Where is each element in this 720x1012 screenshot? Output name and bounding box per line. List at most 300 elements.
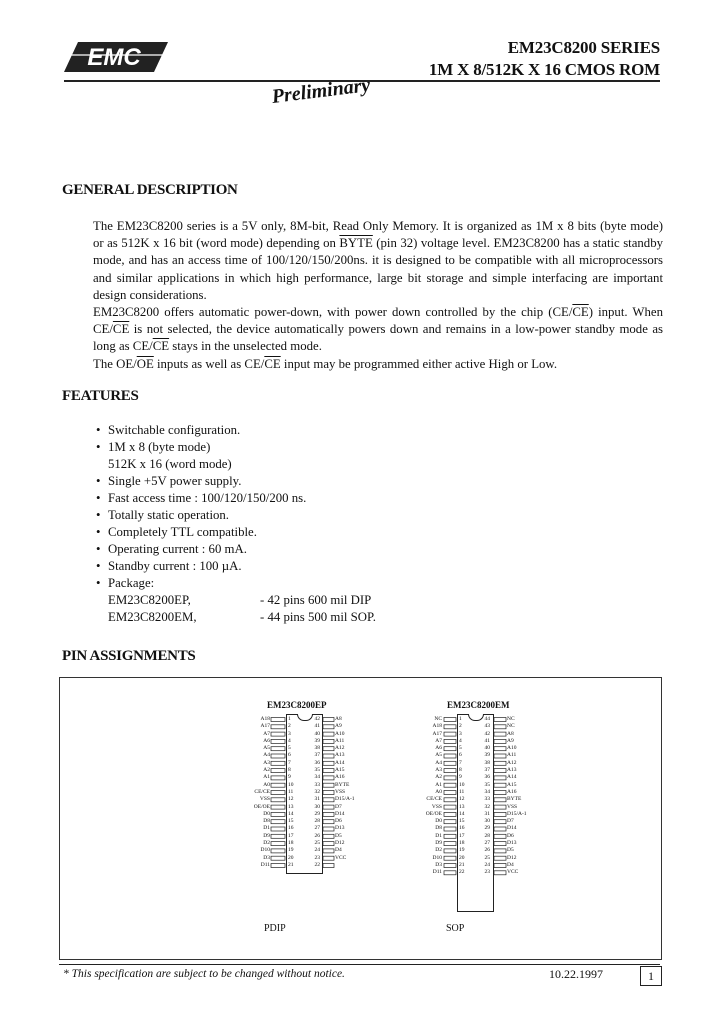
pin-label: BYTE — [507, 796, 522, 803]
pin-label: 29 — [314, 810, 320, 817]
pin-label: 11 — [459, 788, 465, 795]
pin-label: 27 — [484, 840, 490, 847]
general-paragraph-3: The $OE/\overline{OE}$ inputs as well as $CE/\overline{CE}$ input may be programmed either active High or Low. — [93, 356, 558, 371]
footer-note: * This specification are subject to be changed without notice. — [63, 968, 345, 980]
pin-label: D7 — [335, 803, 342, 810]
pin-lead — [444, 871, 456, 875]
pin-label: D15/A-1 — [507, 810, 527, 817]
pin-label: A13 — [335, 752, 345, 759]
list-item: • Package: — [96, 576, 155, 590]
pin-label: 6 — [459, 752, 462, 759]
pin-lead — [494, 754, 506, 758]
pin-label: A12 — [335, 745, 345, 752]
general-description — [93, 218, 663, 373]
pin-label: A11 — [507, 752, 517, 759]
pin-label: 17 — [288, 832, 294, 839]
pin-label: 25 — [484, 854, 490, 861]
pin-label: 33 — [314, 781, 320, 788]
pin-lead — [494, 856, 506, 860]
pin-label: 7 — [459, 759, 462, 766]
pin-label: A8 — [335, 716, 342, 722]
pin-lead — [494, 783, 506, 787]
pin-label: A10 — [507, 745, 517, 752]
page-number: 1 — [640, 966, 662, 986]
pin-label: 12 — [288, 796, 294, 803]
pin-lead — [271, 791, 285, 795]
pin-lead — [271, 842, 285, 846]
pin-label: 26 — [314, 832, 320, 839]
pin-label: 41 — [314, 723, 320, 730]
pin-label: A1 — [263, 774, 270, 781]
pin-label: 38 — [314, 745, 320, 752]
sop-right-leads — [493, 716, 507, 881]
pin-label: D8 — [435, 825, 442, 832]
pin-label: D3 — [435, 861, 442, 868]
pin-label: A4 — [263, 752, 270, 759]
pin-lead — [323, 776, 334, 780]
pin-label: 39 — [314, 737, 320, 744]
pin-lead — [494, 834, 506, 838]
pin-label: D6 — [507, 832, 514, 839]
pin-lead — [323, 769, 334, 773]
pin-lead — [444, 798, 456, 802]
pin-label: 4 — [459, 737, 462, 744]
pin-label: 2 — [459, 723, 462, 730]
pin-label: 43 — [484, 723, 490, 730]
pin-label: VSS — [335, 788, 346, 795]
pdip-right-names — [335, 716, 381, 869]
pin-label: D10 — [260, 847, 270, 854]
pdip-label: EM23C8200EP — [267, 700, 327, 710]
pin-label: 8 — [459, 767, 462, 774]
preliminary-stamp: Preliminary — [270, 74, 372, 108]
pin-label: 23 — [314, 854, 320, 861]
pin-label: 2 — [288, 723, 291, 730]
pin-label: 10 — [459, 781, 465, 788]
pin-lead — [444, 805, 456, 809]
pin-lead — [323, 827, 334, 831]
pin-label: D3 — [263, 854, 270, 861]
pin-label: 5 — [459, 745, 462, 752]
pin-lead — [444, 739, 456, 743]
pin-lead — [323, 805, 334, 809]
pin-label: 18 — [459, 840, 465, 847]
pin-lead — [271, 834, 285, 838]
pin-lead — [444, 812, 456, 816]
pin-lead — [444, 849, 456, 853]
pin-label: 41 — [484, 737, 490, 744]
pin-label: A14 — [507, 774, 517, 781]
pin-label: A9 — [335, 723, 342, 730]
sop-left-leads — [443, 716, 457, 881]
pin-label: D10 — [432, 854, 442, 861]
pin-lead — [494, 769, 506, 773]
pin-lead — [271, 732, 285, 736]
pin-lead — [323, 718, 334, 722]
pin-label — [335, 862, 381, 869]
pin-label: A7 — [435, 737, 442, 744]
pin-label: 39 — [484, 752, 490, 759]
pin-label: 16 — [288, 825, 294, 832]
pin-label: A1 — [435, 781, 442, 788]
pin-label: 13 — [459, 803, 465, 810]
footer-date: 10.22.1997 — [549, 967, 603, 981]
features-heading: FEATURES — [62, 388, 139, 404]
pin-lead — [323, 864, 334, 868]
pin-label: 6 — [288, 752, 291, 759]
pin-lead — [444, 718, 456, 722]
pin-lead — [323, 791, 334, 795]
pin-label: A17 — [432, 730, 442, 737]
pin-label: D11 — [260, 861, 270, 868]
pin-label: A13 — [507, 767, 517, 774]
pin-lead — [271, 798, 285, 802]
pin-label: NC — [507, 723, 515, 730]
pin-label: 21 — [288, 861, 294, 868]
pin-lead — [444, 842, 456, 846]
pin-label: D14 — [335, 810, 345, 817]
list-item: • 1M x 8 (byte mode) — [96, 440, 211, 454]
pin-label: 38 — [484, 759, 490, 766]
pin-lead — [444, 754, 456, 758]
list-item: • Single +5V power supply. — [96, 474, 242, 488]
pin-label: 12 — [459, 796, 465, 803]
pin-label: CE/CE — [254, 788, 270, 795]
pin-label: D6 — [335, 818, 342, 825]
pin-label: 33 — [484, 796, 490, 803]
pin-lead — [494, 849, 506, 853]
pin-label: D12 — [507, 854, 517, 861]
pin-label: D13 — [507, 840, 517, 847]
pin-label: 7 — [288, 759, 291, 766]
pin-label: A6 — [263, 737, 270, 744]
pin-lead — [271, 776, 285, 780]
pin-lead — [494, 805, 506, 809]
pin-label: 22 — [459, 869, 465, 876]
pin-lead — [323, 747, 334, 751]
pin-assignments-box — [59, 677, 662, 960]
pin-lead — [444, 791, 456, 795]
pin-label: 3 — [459, 730, 462, 737]
pin-label: A15 — [335, 767, 345, 774]
pin-label: BYTE — [335, 781, 350, 788]
pin-label: 20 — [459, 854, 465, 861]
pin-label: 15 — [459, 818, 465, 825]
pin-label: 3 — [288, 730, 291, 737]
pin-label: D5 — [335, 832, 342, 839]
pdip-left-names — [230, 716, 270, 869]
pin-label: D13 — [335, 825, 345, 832]
pin-label: 28 — [484, 832, 490, 839]
pin-lead — [444, 856, 456, 860]
pin-label: A3 — [435, 767, 442, 774]
pdip-right-leads — [322, 716, 335, 872]
pin-label: NC — [434, 716, 442, 722]
pin-label: D0 — [435, 818, 442, 825]
pin-lead — [494, 820, 506, 824]
pin-label: A16 — [335, 774, 345, 781]
pin-label: 10 — [288, 781, 294, 788]
pin-lead — [494, 732, 506, 736]
pdip-caption: PDIP — [264, 923, 286, 934]
emc-logo — [64, 40, 168, 74]
pin-label: 31 — [314, 796, 320, 803]
pin-label: 1 — [288, 716, 291, 722]
sop-right-nums — [480, 716, 490, 877]
pin-lead — [444, 761, 456, 765]
list-item: 512K x 16 (word mode) — [108, 457, 232, 471]
pin-lead — [494, 791, 506, 795]
package-em: EM23C8200EM, - 44 pins 500 mil SOP. — [108, 610, 376, 624]
pin-label: D14 — [507, 825, 517, 832]
pin-label: A18 — [432, 723, 442, 730]
pin-label: 37 — [484, 767, 490, 774]
pin-lead — [494, 776, 506, 780]
sop-label: EM23C8200EM — [447, 700, 510, 710]
pin-lead — [271, 812, 285, 816]
pin-label: 24 — [314, 847, 320, 854]
pin-label: NC — [507, 716, 515, 722]
pin-lead — [271, 718, 285, 722]
pin-label: 20 — [288, 854, 294, 861]
list-item: • Standby current : 100 µA. — [96, 559, 242, 573]
pin-label: 17 — [459, 832, 465, 839]
pin-label: A10 — [335, 730, 345, 737]
pin-label: VSS — [259, 796, 270, 803]
pin-label: A5 — [435, 752, 442, 759]
pin-lead — [494, 798, 506, 802]
pin-lead — [494, 827, 506, 831]
pin-label: A5 — [263, 745, 270, 752]
pin-label: A9 — [507, 737, 514, 744]
pin-lead — [271, 754, 285, 758]
pin-label: D2 — [435, 847, 442, 854]
pin-lead — [271, 725, 285, 729]
pin-lead — [323, 820, 334, 824]
pin-lead — [444, 732, 456, 736]
list-item: • Fast access time : 100/120/150/200 ns. — [96, 491, 307, 505]
pin-assignments-heading: PIN ASSIGNMENTS — [62, 648, 196, 664]
pin-label: D9 — [263, 832, 270, 839]
pin-label: A2 — [263, 767, 270, 774]
pdip-right-nums — [310, 716, 320, 869]
general-heading: GENERAL DESCRIPTION — [62, 182, 238, 198]
general-paragraph-2: EM23C8200 offers automatic power-down, with power down controlled by the chip $(CE/\overline{CE})$ input. When $CE/\overline{CE}$ is not selected, the device automatically powers down and remains in a low-power standby mode as long as $CE/\overline{CE}$ stays in the unselected mode. — [93, 305, 663, 354]
pin-label: 22 — [314, 861, 320, 868]
pin-label: D15/A-1 — [335, 796, 355, 803]
pin-label: 30 — [314, 803, 320, 810]
pin-label: 44 — [484, 716, 490, 722]
pin-lead — [494, 864, 506, 868]
pin-label: A4 — [435, 759, 442, 766]
pin-label: 31 — [484, 810, 490, 817]
pin-lead — [323, 725, 334, 729]
pin-lead — [323, 739, 334, 743]
pin-lead — [323, 834, 334, 838]
pin-lead — [494, 871, 506, 875]
pin-lead — [444, 725, 456, 729]
pin-label: 35 — [314, 767, 320, 774]
pin-label: A12 — [507, 759, 517, 766]
pin-label: VCC — [335, 854, 347, 861]
pin-lead — [494, 761, 506, 765]
pin-lead — [323, 842, 334, 846]
pin-lead — [323, 732, 334, 736]
pin-label: A0 — [263, 781, 270, 788]
pdip-left-nums — [288, 716, 300, 869]
list-item: • Switchable configuration. — [96, 423, 241, 437]
doc-subtitle: 1M X 8/512K X 16 CMOS ROM — [428, 60, 660, 79]
pin-label: A7 — [263, 730, 270, 737]
pin-label: 32 — [314, 788, 320, 795]
pin-lead — [271, 747, 285, 751]
pin-label: 18 — [288, 840, 294, 847]
pin-lead — [494, 739, 506, 743]
pin-label: D5 — [507, 847, 514, 854]
pin-label: 5 — [288, 745, 291, 752]
pin-label: 34 — [484, 788, 490, 795]
pin-lead — [323, 761, 334, 765]
list-item: • Completely TTL compatible. — [96, 525, 257, 539]
pin-lead — [494, 725, 506, 729]
pin-label: CE/CE — [426, 796, 442, 803]
pin-label: 19 — [459, 847, 465, 854]
pin-lead — [323, 856, 334, 860]
pin-label: VSS — [431, 803, 442, 810]
pin-label: 23 — [484, 869, 490, 876]
pin-label: 32 — [484, 803, 490, 810]
pin-label: D11 — [432, 869, 442, 876]
sop-left-nums — [459, 716, 471, 877]
pin-lead — [271, 769, 285, 773]
pin-label: A16 — [507, 788, 517, 795]
pin-label: 15 — [288, 818, 294, 825]
pin-label: D1 — [263, 825, 270, 832]
list-item: • Operating current : 60 mA. — [96, 542, 247, 556]
pin-label: D9 — [435, 840, 442, 847]
sop-left-names — [406, 716, 442, 877]
pin-label: 9 — [459, 774, 462, 781]
pin-label: 37 — [314, 752, 320, 759]
pin-label: D7 — [507, 818, 514, 825]
sop-right-names — [507, 716, 553, 877]
pin-lead — [323, 783, 334, 787]
pin-label: A14 — [335, 759, 345, 766]
pin-label: 27 — [314, 825, 320, 832]
pin-label: 21 — [459, 861, 465, 868]
pin-label: A0 — [435, 788, 442, 795]
pin-label: 11 — [288, 788, 294, 795]
pin-lead — [271, 827, 285, 831]
pin-label: A2 — [435, 774, 442, 781]
sop-caption: SOP — [446, 923, 465, 934]
pin-label: 26 — [484, 847, 490, 854]
pin-label: 14 — [459, 810, 465, 817]
pin-label: 8 — [288, 767, 291, 774]
pin-label: D1 — [435, 832, 442, 839]
pin-lead — [444, 769, 456, 773]
pin-label: 14 — [288, 810, 294, 817]
pin-lead — [271, 761, 285, 765]
pin-lead — [444, 783, 456, 787]
pin-label: 36 — [314, 759, 320, 766]
pin-label: VCC — [507, 869, 519, 876]
pin-label: 34 — [314, 774, 320, 781]
pin-lead — [444, 820, 456, 824]
features-list — [96, 422, 376, 626]
pin-lead — [444, 827, 456, 831]
pin-lead — [444, 747, 456, 751]
pin-lead — [323, 798, 334, 802]
pin-lead — [494, 718, 506, 722]
pin-lead — [444, 776, 456, 780]
pin-lead — [444, 834, 456, 838]
pin-label: 9 — [288, 774, 291, 781]
pin-lead — [271, 739, 285, 743]
pin-label: 40 — [484, 745, 490, 752]
pin-label: VSS — [507, 803, 518, 810]
list-item: • Totally static operation. — [96, 508, 229, 522]
pin-lead — [494, 842, 506, 846]
pin-label: D8 — [263, 818, 270, 825]
pin-label: D0 — [263, 810, 270, 817]
pin-lead — [271, 820, 285, 824]
pin-label: D4 — [507, 861, 514, 868]
pin-label: 40 — [314, 730, 320, 737]
pin-label: 24 — [484, 861, 490, 868]
pin-label: OE/OE — [253, 803, 270, 810]
pin-label: 28 — [314, 818, 320, 825]
pin-lead — [271, 783, 285, 787]
pin-lead — [271, 864, 285, 868]
pin-label: 29 — [484, 825, 490, 832]
pin-label: 25 — [314, 840, 320, 847]
pdip-left-leads — [270, 716, 286, 872]
pin-lead — [323, 812, 334, 816]
pin-label: A18 — [260, 716, 270, 722]
pin-label: A8 — [507, 730, 514, 737]
pin-label: 16 — [459, 825, 465, 832]
pin-label: A15 — [507, 781, 517, 788]
pin-lead — [323, 754, 334, 758]
pin-label: 30 — [484, 818, 490, 825]
pin-label: 19 — [288, 847, 294, 854]
pin-label: 35 — [484, 781, 490, 788]
pin-label: OE/OE — [425, 810, 442, 817]
pin-label: D4 — [335, 847, 342, 854]
pin-label: A3 — [263, 759, 270, 766]
general-paragraph-1: The EM23C8200 series is a 5V only, 8M-bit, Read Only Memory. It is organized as 1M x 8 bits (byte mode) or as 512K x 16 bit (word mode) depending on BYTE (pin 32) voltage level. EM23C8200 has a static standby mode, and has an access time of 100/120/150/200ns. it is designed to be compatible with all microprocessors and similar applications in which high performance, large bit storage and simple interfacing are important design considerations. — [93, 219, 664, 302]
pin-label: 42 — [314, 716, 320, 722]
pin-label: A17 — [260, 723, 270, 730]
pin-lead — [444, 864, 456, 868]
pin-label: D2 — [263, 840, 270, 847]
pin-label: A11 — [335, 737, 345, 744]
pin-lead — [271, 805, 285, 809]
doc-title: EM23C8200 SERIES — [507, 38, 660, 57]
pin-label: D12 — [335, 840, 345, 847]
pin-label: 1 — [459, 716, 462, 722]
logo-text: EMC — [87, 44, 141, 71]
pin-lead — [494, 812, 506, 816]
pin-lead — [494, 747, 506, 751]
pin-lead — [271, 849, 285, 853]
pin-label: 4 — [288, 737, 291, 744]
pin-label: 42 — [484, 730, 490, 737]
pin-label: 13 — [288, 803, 294, 810]
package-ep: EM23C8200EP, - 42 pins 600 mil DIP — [108, 593, 372, 607]
pin-label: A6 — [435, 745, 442, 752]
